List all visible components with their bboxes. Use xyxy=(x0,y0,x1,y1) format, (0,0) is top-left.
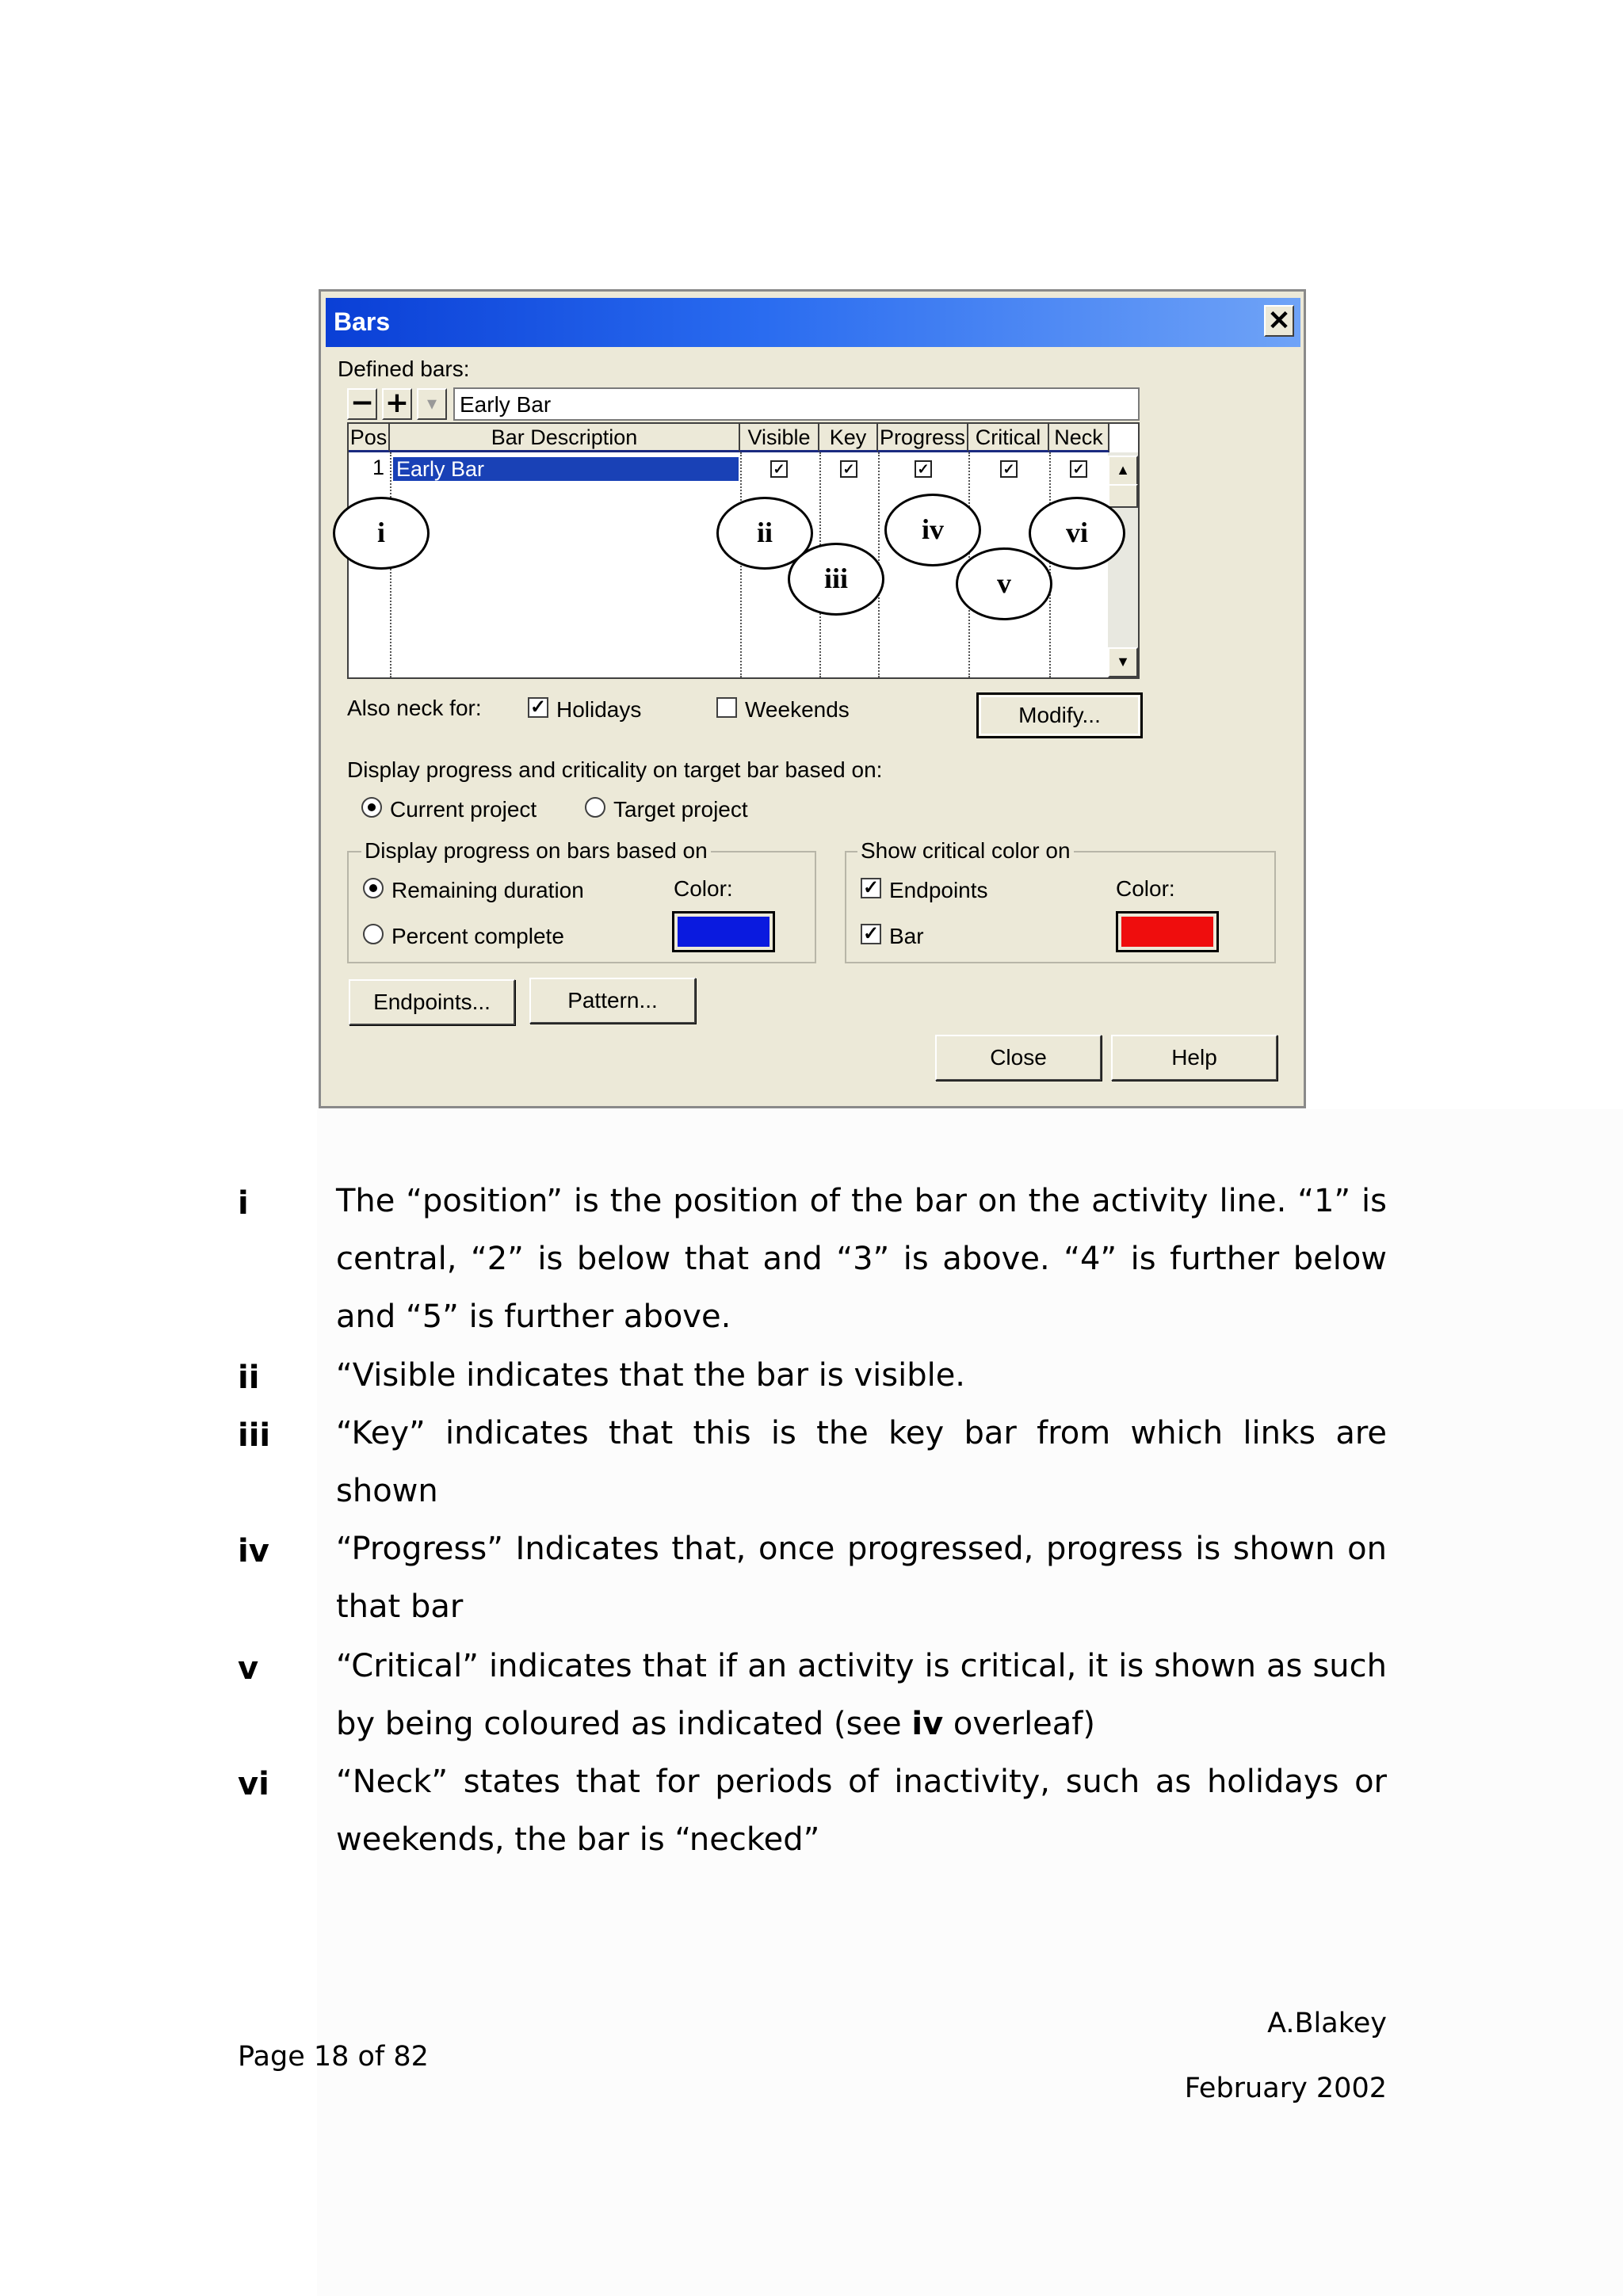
note-number: v xyxy=(238,1650,259,1687)
column-header-critical[interactable]: Critical xyxy=(968,424,1049,452)
holidays-label: Holidays xyxy=(556,697,642,722)
current-project-label: Current project xyxy=(390,797,537,822)
bar-checkbox[interactable]: ✓ xyxy=(861,924,881,944)
row-neck-checkbox[interactable]: ✓ xyxy=(1070,460,1087,478)
also-neck-label: Also neck for: xyxy=(347,696,482,720)
note-number: i xyxy=(238,1185,249,1222)
note-text: The “position” is the position of the bar on the activity line. “1” is central, “2” is below that and “3” is above. “4” is further below and “5” is further above. xyxy=(336,1183,1387,1335)
row-progress-checkbox[interactable]: ✓ xyxy=(915,460,932,478)
progress-group-label: Display progress on bars based on xyxy=(361,838,711,864)
column-header-pos[interactable]: Pos xyxy=(349,424,390,452)
note-text-bold: iv xyxy=(911,1706,944,1742)
endpoints-check-label: Endpoints xyxy=(889,878,988,902)
help-button[interactable]: Help xyxy=(1111,1035,1277,1081)
note-text xyxy=(336,1638,1387,1753)
progress-color-swatch[interactable] xyxy=(672,911,775,952)
remove-bar-button[interactable]: − xyxy=(347,388,377,420)
scroll-thumb[interactable] xyxy=(1108,484,1138,508)
progress-color-fill xyxy=(678,917,769,947)
scroll-up-icon[interactable]: ▲ xyxy=(1108,456,1138,486)
critical-color-fill xyxy=(1121,917,1213,947)
callout-vi: vi xyxy=(1029,497,1125,570)
percent-complete-radio[interactable] xyxy=(363,924,384,944)
column-header-progress[interactable]: Progress xyxy=(878,424,968,452)
note-text: “Key” indicates that this is the key bar from which links are shown xyxy=(336,1415,1387,1509)
add-bar-button[interactable]: + xyxy=(382,388,412,420)
pattern-button[interactable]: Pattern... xyxy=(529,978,696,1024)
row-critical-checkbox[interactable]: ✓ xyxy=(1000,460,1018,478)
note-vi xyxy=(238,1766,1387,1882)
remaining-duration-label: Remaining duration xyxy=(391,878,584,902)
note-number: vi xyxy=(238,1766,269,1802)
column-divider xyxy=(1049,452,1051,677)
row-visible-checkbox[interactable]: ✓ xyxy=(770,460,788,478)
column-header-key[interactable]: Key xyxy=(819,424,878,452)
defined-bars-label: Defined bars: xyxy=(338,357,470,381)
modify-button[interactable]: Modify... xyxy=(976,692,1143,738)
callout-ii: ii xyxy=(716,497,813,570)
target-bar-label: Display progress and criticality on target bar based on: xyxy=(347,757,883,782)
weekends-label: Weekends xyxy=(745,697,850,722)
critical-group-label: Show critical color on xyxy=(857,838,1074,864)
note-number: ii xyxy=(238,1360,260,1396)
callout-v: v xyxy=(956,547,1052,620)
bar-check-label: Bar xyxy=(889,924,924,948)
row-description-selected[interactable]: Early Bar xyxy=(393,457,739,481)
endpoints-button[interactable]: Endpoints... xyxy=(349,979,515,1025)
percent-complete-label: Percent complete xyxy=(391,924,564,948)
callout-iii: iii xyxy=(788,543,884,616)
dialog-title: Bars xyxy=(334,307,391,336)
note-number: iv xyxy=(238,1533,269,1569)
note-i xyxy=(238,1185,1387,1360)
close-button[interactable]: Close xyxy=(935,1035,1102,1081)
close-icon[interactable]: ✕ xyxy=(1264,305,1294,337)
note-v xyxy=(238,1650,1387,1766)
remaining-duration-radio[interactable] xyxy=(363,878,384,898)
note-number: iii xyxy=(238,1417,271,1454)
scroll-down-icon[interactable]: ▼ xyxy=(1108,647,1138,677)
callout-i: i xyxy=(333,497,430,570)
column-header-description[interactable]: Bar Description xyxy=(390,424,740,452)
weekends-checkbox[interactable] xyxy=(716,697,737,718)
title-bar[interactable] xyxy=(326,298,1300,347)
target-project-radio[interactable] xyxy=(585,797,605,818)
endpoints-checkbox[interactable]: ✓ xyxy=(861,878,881,898)
vertical-scrollbar[interactable] xyxy=(1108,452,1138,677)
critical-color-swatch[interactable] xyxy=(1116,911,1219,952)
progress-color-label: Color: xyxy=(674,876,733,901)
note-text: “Neck” states that for periods of inactivity, such as holidays or weekends, the bar is “necked” xyxy=(336,1764,1387,1858)
note-iv xyxy=(238,1533,1387,1650)
holidays-checkbox[interactable]: ✓ xyxy=(528,697,548,718)
target-project-label: Target project xyxy=(613,797,748,822)
author: A.Blakey xyxy=(1267,2008,1387,2039)
defined-bars-combo[interactable]: Early Bar xyxy=(453,387,1140,421)
callout-iv: iv xyxy=(884,494,981,566)
row-pos: 1 xyxy=(372,456,385,479)
note-text-part: overleaf) xyxy=(943,1706,1095,1742)
bar-dropdown-icon[interactable]: ▾ xyxy=(417,388,447,420)
row-key-checkbox[interactable]: ✓ xyxy=(840,460,857,478)
column-header-visible[interactable]: Visible xyxy=(740,424,819,452)
note-iii xyxy=(238,1417,1387,1533)
note-text: “Visible indicates that the bar is visible. xyxy=(336,1357,966,1394)
critical-color-label: Color: xyxy=(1116,876,1175,901)
current-project-radio[interactable] xyxy=(361,797,382,818)
date: February 2002 xyxy=(1184,2073,1387,2104)
column-header-neck[interactable]: Neck xyxy=(1049,424,1109,452)
note-text: “Progress” Indicates that, once progressed, progress is shown on that bar xyxy=(336,1531,1387,1625)
note-text-part: “Critical” indicates that if an activity is critical, it is shown as such by being coloured as indicated (see xyxy=(336,1648,1387,1742)
page-number: Page 18 of 82 xyxy=(238,2041,429,2073)
